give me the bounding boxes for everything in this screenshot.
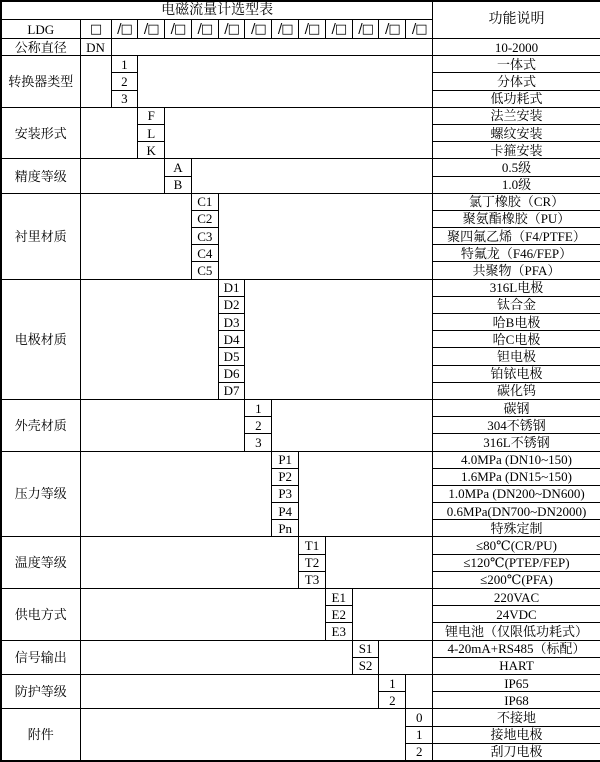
option-desc: 特殊定制	[433, 520, 600, 537]
model-digit-slot: /□	[165, 20, 192, 39]
option-code: F	[138, 107, 165, 124]
model-digit-slot: /□	[272, 20, 299, 39]
table-row	[1, 193, 600, 210]
model-digit-slot: /□	[299, 20, 326, 39]
option-desc: 螺纹安装	[433, 124, 600, 141]
model-digit-slot: /□	[406, 20, 433, 39]
option-desc: 304不锈钢	[433, 417, 600, 434]
spacer-cell	[80, 159, 165, 193]
spacer-cell	[299, 451, 433, 537]
section-name: 转换器类型	[1, 56, 80, 108]
option-desc: IP65	[433, 674, 600, 691]
option-desc: 哈C电极	[433, 331, 600, 348]
model-digit-slot: /□	[111, 20, 138, 39]
option-desc: 10-2000	[433, 39, 600, 56]
option-code: 3	[245, 434, 272, 451]
option-code: T3	[299, 571, 326, 588]
option-desc: 钽电极	[433, 348, 600, 365]
spacer-cell	[111, 39, 433, 56]
spacer-cell	[379, 640, 433, 674]
spacer-cell	[406, 674, 433, 708]
option-code: 2	[406, 743, 433, 761]
option-desc: 氯丁橡胶（CR）	[433, 193, 600, 210]
section-name: 压力等级	[1, 451, 80, 537]
spacer-cell	[325, 537, 432, 589]
spacer-cell	[80, 107, 138, 159]
section-name: 外壳材质	[1, 399, 80, 451]
spacer-cell	[80, 451, 272, 537]
model-prefix: LDG	[1, 20, 80, 39]
option-desc: ≤80℃(CR/PU)	[433, 537, 600, 554]
option-desc: 共聚物（PFA）	[433, 262, 600, 279]
option-code: 1	[379, 674, 406, 691]
option-code: P4	[272, 503, 299, 520]
option-code: T2	[299, 554, 326, 571]
title-row	[1, 1, 600, 20]
option-desc: 哈B电极	[433, 314, 600, 331]
spacer-cell	[352, 589, 433, 641]
option-code: E2	[325, 606, 352, 623]
option-code: 2	[245, 417, 272, 434]
model-digit-slot: /□	[138, 20, 165, 39]
section-name: 公称直径	[1, 39, 80, 56]
option-code: C4	[191, 245, 218, 262]
option-code: B	[165, 176, 192, 193]
option-desc: HART	[433, 657, 600, 674]
option-code: D5	[218, 348, 245, 365]
option-desc: 0.6MPa(DN700~DN2000)	[433, 503, 600, 520]
model-digit-slot: /□	[379, 20, 406, 39]
option-desc: 不接地	[433, 709, 600, 726]
option-code: D7	[218, 382, 245, 399]
option-code: T1	[299, 537, 326, 554]
option-desc: 316L电极	[433, 279, 600, 296]
table-row	[1, 107, 600, 124]
option-code: 1	[111, 56, 138, 73]
spacer-cell	[80, 537, 299, 589]
model-digit-slot: /□	[352, 20, 379, 39]
option-desc: 24VDC	[433, 606, 600, 623]
option-code: C1	[191, 193, 218, 210]
table-row	[1, 537, 600, 554]
option-desc: 一体式	[433, 56, 600, 73]
table-row	[1, 589, 600, 606]
option-code: 0	[406, 709, 433, 726]
table-row	[1, 709, 600, 726]
option-code: 2	[379, 692, 406, 709]
option-code: K	[138, 142, 165, 159]
option-desc: 特氟龙（F46/FEP）	[433, 245, 600, 262]
option-desc: 法兰安装	[433, 107, 600, 124]
option-code: Pn	[272, 520, 299, 537]
table-row	[1, 279, 600, 296]
option-desc: IP68	[433, 692, 600, 709]
model-digit-slot: /□	[191, 20, 218, 39]
option-code: D6	[218, 365, 245, 382]
option-desc: 锂电池（仅限低功耗式）	[433, 623, 600, 640]
option-code: D2	[218, 296, 245, 313]
option-code: P2	[272, 468, 299, 485]
option-desc: 1.6MPa (DN15~150)	[433, 468, 600, 485]
spacer-cell	[218, 193, 433, 279]
option-code: C5	[191, 262, 218, 279]
option-desc: 聚四氟乙烯（F4/PTFE）	[433, 228, 600, 245]
spacer-cell	[80, 674, 379, 708]
option-desc: 碳化钨	[433, 382, 600, 399]
option-desc: 碳钢	[433, 399, 600, 416]
option-desc: 0.5级	[433, 159, 600, 176]
option-code: P3	[272, 485, 299, 502]
spacer-cell	[80, 399, 245, 451]
table-row	[1, 159, 600, 176]
model-digit-slot: /□	[245, 20, 272, 39]
option-code: S2	[352, 657, 379, 674]
option-desc: 1.0MPa (DN200~DN600)	[433, 485, 600, 502]
table-row	[1, 56, 600, 73]
option-desc: ≤200℃(PFA)	[433, 571, 600, 588]
spacer-cell	[191, 159, 432, 193]
spacer-cell	[80, 709, 406, 761]
option-code: E3	[325, 623, 352, 640]
option-desc: 分体式	[433, 73, 600, 90]
option-code: 2	[111, 73, 138, 90]
table-row	[1, 674, 600, 691]
option-desc: 钛合金	[433, 296, 600, 313]
section-name: 电极材质	[1, 279, 80, 399]
table-title: 电磁流量计选型表	[1, 1, 433, 20]
table-row	[1, 399, 600, 416]
option-desc: 低功耗式	[433, 90, 600, 107]
option-code: A	[165, 159, 192, 176]
spacer-cell	[80, 640, 352, 674]
spacer-cell	[80, 56, 111, 108]
section-name: 附件	[1, 709, 80, 761]
section-name: 精度等级	[1, 159, 80, 193]
option-code: D3	[218, 314, 245, 331]
spacer-cell	[80, 279, 218, 399]
spacer-cell	[165, 107, 433, 159]
option-code: C3	[191, 228, 218, 245]
table-row	[1, 640, 600, 657]
option-desc: 220VAC	[433, 589, 600, 606]
spacer-cell	[138, 56, 433, 108]
option-desc: 卡箍安装	[433, 142, 600, 159]
model-digit-slot: /□	[325, 20, 352, 39]
option-desc: 聚氨酯橡胶（PU）	[433, 210, 600, 227]
option-desc: 1.0级	[433, 176, 600, 193]
option-code: C2	[191, 210, 218, 227]
option-code: E1	[325, 589, 352, 606]
model-digit-slot: /□	[218, 20, 245, 39]
section-name: 衬里材质	[1, 193, 80, 279]
model-digit-slot: □	[80, 20, 111, 39]
option-desc: 接地电极	[433, 726, 600, 743]
option-desc: 4.0MPa (DN10~150)	[433, 451, 600, 468]
option-code: DN	[80, 39, 111, 56]
table-row	[1, 39, 600, 56]
spacer-cell	[245, 279, 433, 399]
option-code: P1	[272, 451, 299, 468]
function-column-header: 功能说明	[433, 1, 600, 39]
section-name: 信号输出	[1, 640, 80, 674]
section-name: 安装形式	[1, 107, 80, 159]
option-desc: 4-20mA+RS485（标配）	[433, 640, 600, 657]
option-desc: 铂铱电极	[433, 365, 600, 382]
option-desc: 刮刀电极	[433, 743, 600, 761]
option-code: S1	[352, 640, 379, 657]
option-desc: ≤120℃(PTEP/FEP)	[433, 554, 600, 571]
option-code: D1	[218, 279, 245, 296]
option-code: 1	[406, 726, 433, 743]
section-name: 供电方式	[1, 589, 80, 641]
section-name: 温度等级	[1, 537, 80, 589]
spacer-cell	[272, 399, 433, 451]
option-desc: 316L不锈钢	[433, 434, 600, 451]
spacer-cell	[80, 589, 325, 641]
option-code: 3	[111, 90, 138, 107]
option-code: D4	[218, 331, 245, 348]
option-code: 1	[245, 399, 272, 416]
spacer-cell	[80, 193, 191, 279]
section-name: 防护等级	[1, 674, 80, 708]
option-code: L	[138, 124, 165, 141]
table-row	[1, 451, 600, 468]
